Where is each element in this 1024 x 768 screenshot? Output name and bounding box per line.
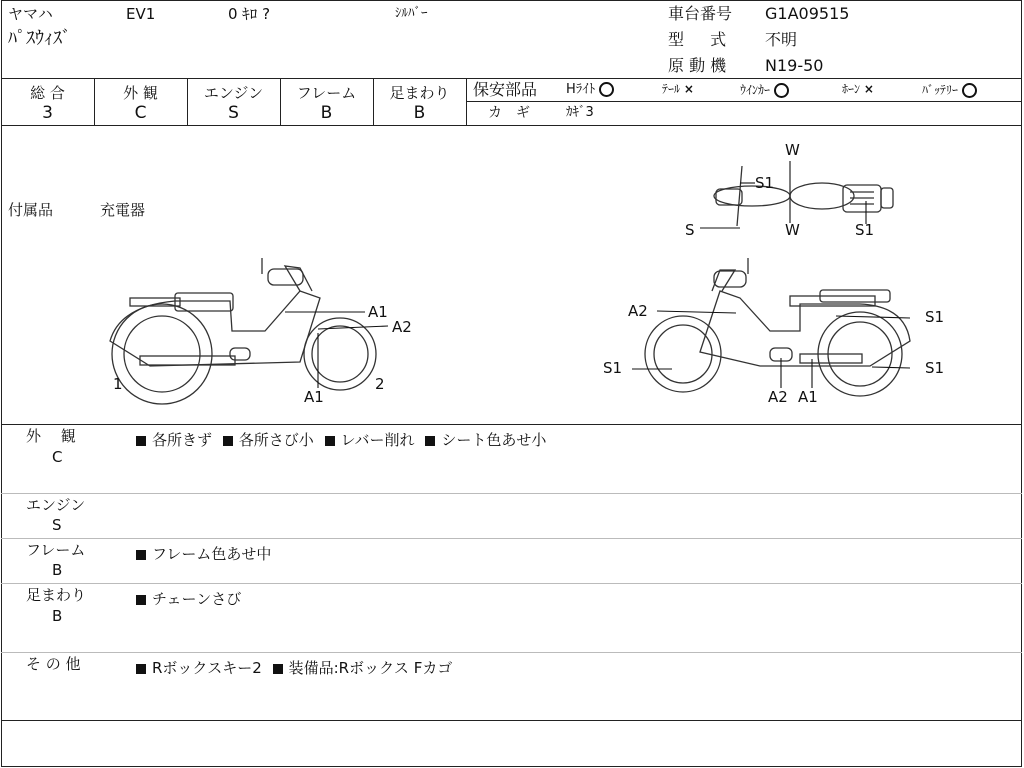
- label-left-a1: A1: [368, 303, 388, 321]
- divider-row: [1, 493, 1022, 494]
- bullet-square-icon: [223, 436, 233, 446]
- section-notes-exterior: [136, 429, 546, 450]
- frame-no-label: 車台番号: [668, 4, 733, 23]
- grade-label-frame: フレーム: [296, 84, 357, 102]
- label-right-s1b: S1: [603, 359, 623, 377]
- section-label-exterior: 外 観: [26, 427, 76, 445]
- note-item: シート色あせ小: [441, 431, 547, 449]
- engine-value: N19-50: [765, 56, 824, 75]
- section-grade-suspension: B: [52, 607, 63, 625]
- bullet-square-icon: [136, 664, 146, 674]
- section-label-frame: フレーム: [26, 541, 86, 559]
- grade-value-engine: S: [228, 103, 239, 123]
- safety-item-name: ﾎｰﾝ: [842, 82, 861, 96]
- label-left-2: 2: [375, 375, 385, 393]
- note-item: フレーム色あせ中: [152, 545, 272, 563]
- cross-mark-icon: ×: [863, 82, 874, 96]
- note-item: 装備品:Rボックス Fカゴ: [288, 659, 453, 677]
- label-left-a2: A2: [392, 318, 412, 336]
- note-item: 各所さび小: [238, 431, 314, 449]
- grade-label-engine: エンジン: [203, 84, 264, 102]
- divider-row: [1, 538, 1022, 539]
- label-right-a2b: A2: [768, 388, 788, 406]
- bullet-square-icon: [136, 550, 146, 560]
- safety-item-battery: [922, 83, 977, 98]
- grid-line: [466, 78, 467, 125]
- safety-item-headlight: [566, 82, 614, 97]
- safety-item-horn: [842, 83, 874, 95]
- label-right-s1a: S1: [925, 308, 945, 326]
- section-notes-frame: [136, 543, 271, 564]
- circle-mark-icon: [774, 83, 789, 98]
- divider-row: [1, 583, 1022, 584]
- safety-item-tail: [662, 83, 694, 95]
- safety-item-name: Hﾗｲﾄ: [566, 82, 596, 97]
- note-item: Rボックスキー2: [152, 659, 262, 677]
- label-right-a1: A1: [798, 388, 818, 406]
- bullet-square-icon: [136, 436, 146, 446]
- bullet-square-icon: [136, 595, 146, 605]
- engine-label: 原 動 機: [668, 56, 727, 75]
- section-label-engine: エンジン: [26, 496, 86, 514]
- safety-item-name: ｳｲﾝｶｰ: [740, 83, 771, 97]
- label-left-a1b: A1: [304, 388, 324, 406]
- frame-no: G1A09515: [765, 4, 850, 23]
- section-grade-exterior: C: [52, 448, 63, 466]
- right-view-scooter: [645, 258, 910, 396]
- key-value: ｶｷﾞ3: [566, 105, 594, 120]
- cross-mark-icon: ×: [683, 82, 694, 96]
- left-view-scooter: [110, 258, 376, 404]
- note-item: チェーンさび: [152, 590, 242, 608]
- label-top-w2: W: [785, 221, 800, 239]
- safety-item-winker: [740, 83, 789, 98]
- maker: ヤマハ: [8, 5, 53, 23]
- grade-value-frame: B: [320, 103, 333, 123]
- section-label-suspension: 足まわり: [26, 586, 87, 604]
- accessories-label: 付属品: [8, 201, 54, 219]
- model-name: ﾊﾟｽｳｨｽﾞ: [8, 28, 71, 49]
- mileage: 0 ｷﾛ ?: [228, 5, 271, 23]
- color: ｼﾙﾊﾞｰ: [395, 6, 428, 21]
- circle-mark-icon: [599, 82, 614, 97]
- accessories-value: 充電器: [100, 201, 146, 219]
- grade-value-suspension: B: [413, 103, 426, 123]
- safety-item-name: ﾃｰﾙ: [662, 82, 681, 96]
- label-top-s: S: [685, 221, 695, 239]
- section-grade-engine: S: [52, 516, 62, 534]
- type-value: 不明: [765, 30, 798, 49]
- divider-row: [1, 652, 1022, 653]
- label-right-s1c: S1: [925, 359, 945, 377]
- grade-label-suspension: 足まわり: [389, 84, 450, 102]
- divider-safety-mid: [467, 101, 1022, 102]
- safety-label: 保安部品: [473, 80, 538, 99]
- section-notes-other: [136, 657, 452, 678]
- circle-mark-icon: [962, 83, 977, 98]
- key-label: カ ギ: [488, 105, 530, 121]
- grade-label-overall: 総 合: [30, 84, 65, 102]
- damage-diagram: [0, 126, 1022, 424]
- label-right-a2: A2: [628, 302, 648, 320]
- divider-grade-top: [1, 78, 1022, 79]
- bullet-square-icon: [325, 436, 335, 446]
- label-top-w1: W: [785, 141, 800, 159]
- model-code: EV1: [126, 5, 156, 23]
- grade-value-overall: 3: [42, 103, 53, 123]
- divider-sections-bottom: [1, 720, 1022, 721]
- safety-item-name: ﾊﾞｯﾃﾘｰ: [922, 83, 959, 97]
- grade-label-exterior: 外 観: [123, 84, 158, 102]
- section-notes-suspension: [136, 588, 241, 609]
- bullet-square-icon: [425, 436, 435, 446]
- bullet-square-icon: [273, 664, 283, 674]
- label-top-s1a: S1: [755, 174, 775, 192]
- label-left-1: 1: [113, 375, 123, 393]
- section-grade-frame: B: [52, 561, 63, 579]
- section-label-other: そ の 他: [26, 655, 81, 673]
- label-top-s1b: S1: [855, 221, 875, 239]
- divider-sections-top: [1, 424, 1022, 425]
- note-item: レバー削れ: [340, 431, 415, 449]
- note-item: 各所きず: [152, 431, 213, 449]
- type-label: 型 式: [668, 30, 727, 49]
- grade-value-exterior: C: [134, 103, 147, 123]
